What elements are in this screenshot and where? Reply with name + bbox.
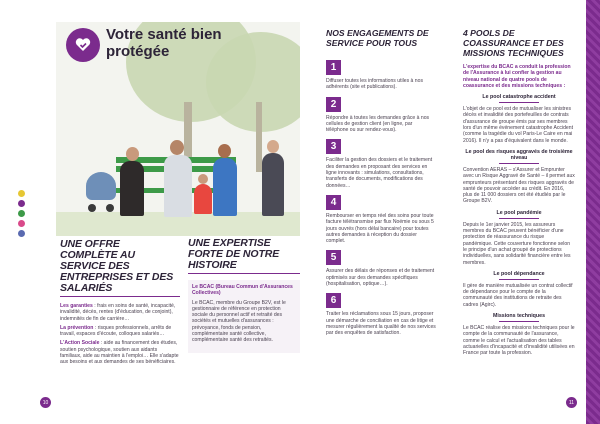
commitment-item xyxy=(326,97,438,134)
commitment-number: 4 xyxy=(326,195,341,210)
pool-heading: Le pool catastrophe accident xyxy=(463,94,575,103)
commitments-section xyxy=(326,28,438,343)
pool-text: Le BCAC réalise des missions techniques pour le compte de la communauté de l'assurance, comme le calcul et l'actualisation des tables actuarielles d'incapacité et d'invalidité utilisées en France par toute la profession. xyxy=(463,325,575,357)
color-dots xyxy=(18,190,28,240)
page-number-left: 10 xyxy=(40,397,51,408)
color-dot xyxy=(18,200,25,207)
commitment-text: Répondre à toutes les demandes grâce à nos cellules de gestion client (en ligne, par téléphone ou sur rendez-vous). xyxy=(326,114,430,134)
heart-hands-icon xyxy=(66,28,100,62)
offer-section xyxy=(60,239,180,369)
color-dot xyxy=(18,220,25,227)
expertise-intro: Le BCAC (Bureau Commun d'Assurances Collectives) xyxy=(192,284,293,297)
commitment-item xyxy=(326,139,438,188)
pool-text: Depuis le 1er janvier 2015, les assureurs membres du BCAC peuvent bénéficier d'une protection de réassurance du risque pandémique. Cette couverture fonctionne selon le principe d'un achat groupé de protections individuelles, sans solidarité financière entre les membres. xyxy=(463,221,571,266)
commitment-text: Rembourser en temps réel des soins pour toute facture télétransmise par flux Noémie ou sous 5 jours ouvrés (hors délai bancaire) pour toutes autres demandes à réception du dossier complet. xyxy=(326,212,434,245)
commitment-text: Diffuser toutes les informations utiles à nos adhérents (site et publications). xyxy=(326,78,424,91)
pool-text: Il gère de manière mutualisée un contrat collectif de dépendance pour le compte de la communauté des institutions de retraite des cadres (Agirc). xyxy=(463,282,573,308)
commitment-number: 1 xyxy=(326,60,341,75)
expertise-title: UNE EXPERTISE FORTE DE NOTRE HISTOIRE xyxy=(188,237,280,271)
commitment-item xyxy=(326,60,438,91)
commitment-item xyxy=(326,293,438,336)
expertise-body: Le BCAC, membre du Groupe B2V, est le gestionnaire de référence en protection sociale du personnel actif et retraité des sociétés et mutuelles d'assurances : prévoyance, fonds de pension, complémentaire santé collective, complémentaire santé des retraités. xyxy=(192,299,286,344)
commitment-text: Traiter les réclamations sous 15 jours, proposer une démarche de conciliation en cas de litige et mesurer régulièrement la qualité de nos services par des enquêtes de satisfaction. xyxy=(326,311,436,337)
expertise-section xyxy=(188,238,300,353)
pool-text: L'objet de ce pool est de mutualiser les sinistres décès et invalidité des portefeuilles de contrats d'assurance de groupe émis par ses membres lors d'un même événement catastrophe Accident (comme la tragédie du vol Paris-Le Caire en mai 2016). Il n'y a pas d'équivalent dans le monde. xyxy=(463,106,573,144)
commitment-number: 5 xyxy=(326,250,341,265)
color-dot xyxy=(18,190,25,197)
commitment-text: Faciliter la gestion des dossiers et le traitement des demandes en proposant des services en ligne innovants : simulations, consultations, transferts de documents, modifications des données… xyxy=(326,157,433,189)
offer-paragraph: La prévention : risques professionnels, arrêts de travail, espaces d'écoute, colloques salariés… xyxy=(60,324,172,338)
offer-title: UNE OFFRE COMPLÈTE AU SERVICE DES ENTREPRISES ET DES SALARIÉS xyxy=(60,238,174,294)
page-title: Votre santé bien protégée xyxy=(106,26,222,60)
commitments-title: NOS ENGAGEMENTS DE SERVICE POUR TOUS xyxy=(326,28,429,48)
color-dot xyxy=(18,210,25,217)
commitment-item xyxy=(326,250,438,287)
color-dot xyxy=(18,230,25,237)
commitment-text: Assurer des délais de réponses et de traitement optimisés sur des demandes spécifiques (hospitalisation, optique…). xyxy=(326,268,435,288)
pool-heading: Le pool dépendance xyxy=(463,271,575,280)
commitment-number: 2 xyxy=(326,97,341,112)
page-number-right: 11 xyxy=(566,397,577,408)
commitment-number: 3 xyxy=(326,139,341,154)
offer-paragraph: Les garanties : frais en soins de santé, incapacité, invalidité, décès, rentes (d'éducation, de conjoint), indemnités de fin de carrière… xyxy=(60,303,176,322)
pools-section xyxy=(463,28,575,359)
expertise-box xyxy=(188,280,300,353)
commitment-number: 6 xyxy=(326,293,341,308)
decorative-pattern xyxy=(586,0,600,424)
commitment-item xyxy=(326,195,438,244)
pools-intro: L'expertise du BCAC a conduit la profession de l'Assurance à lui confier la gestion au niveau national de quatre pools de coassurance et des missions techniques : xyxy=(463,64,571,89)
offer-paragraph: L'Action Sociale : aide au financement des études, soutien psychologique, soutien aux aidants familiaux, aide au maintien à l'emploi… Elle s'adapte aux besoins et aux demandes de ses bénéficiaires. xyxy=(60,340,179,366)
pools-title: 4 POOLS DE COASSURANCE ET DES MISSIONS TECHNIQUES xyxy=(463,28,564,58)
pool-heading: Le pool pandémie xyxy=(463,210,575,219)
pool-heading: Missions techniques xyxy=(463,313,575,322)
pool-heading: Le pool des risques aggravés de troisième niveau xyxy=(463,149,575,164)
pool-text: Convention AERAS – s'Assurer et Emprunter avec un Risque Aggravé de Santé – il permet aux emprunteurs présentant des risques aggravés de santé de pouvoir accéder au crédit. En 2016, plus de 11 000 dossiers ont été étudiés par le Groupe B2V. xyxy=(463,166,575,205)
